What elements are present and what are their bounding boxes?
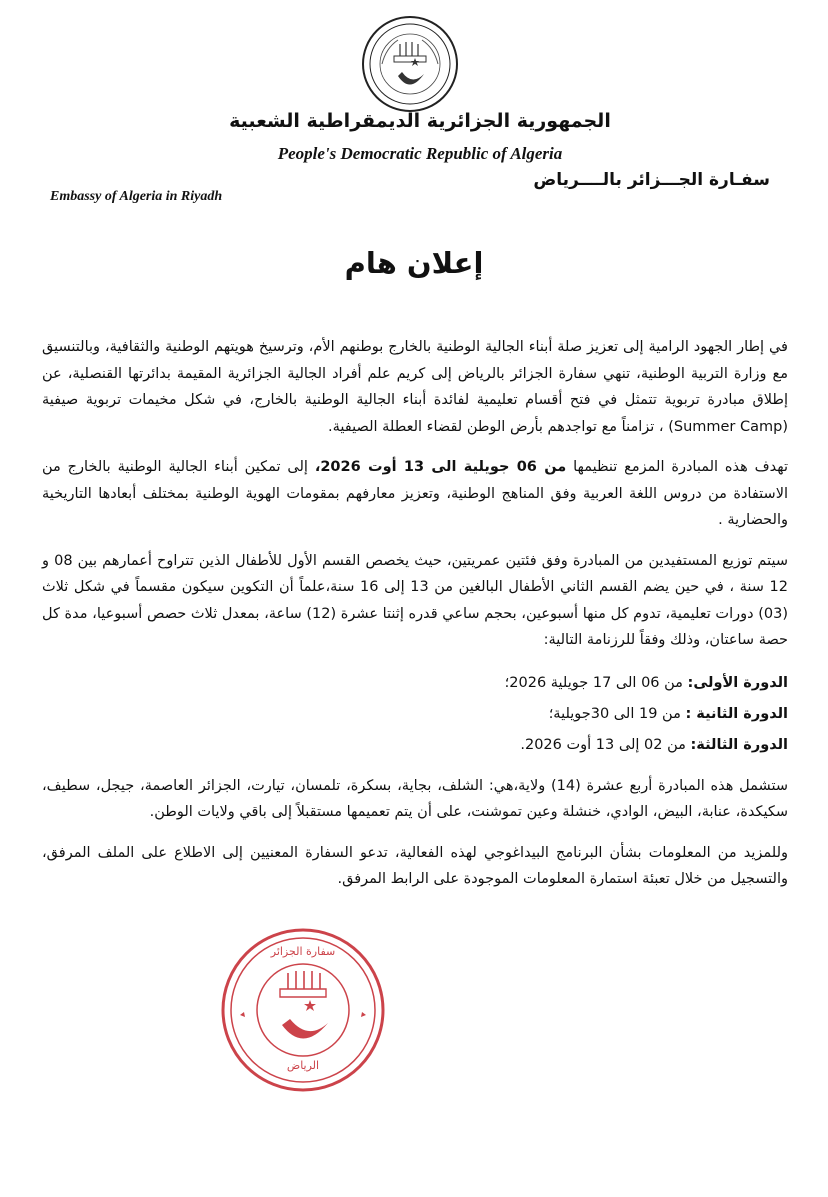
stamp-top-text: سفارة الجزائر (270, 945, 336, 958)
sessions-schedule (42, 668, 788, 761)
initiative-dates: من 06 جويلية الى 13 أوت 2026، (314, 459, 567, 475)
session-item: الدورة الثانية : من 19 الى 30جويلية؛ (548, 705, 788, 722)
embassy-stamp (218, 925, 388, 1095)
embassy-name-arabic: سفـارة الجـــزائر بالــــرياض (533, 170, 770, 190)
national-seal-emblem (360, 14, 460, 114)
session-item: الدورة الأولى: من 06 الى 17 جويلية 2026؛ (504, 674, 788, 691)
stamp-bottom-text: الرياض (286, 1059, 320, 1072)
paragraph-intro: في إطار الجهود الرامية إلى تعزيز صلة أبناء الجالية الوطنية بالخارج بوطنهم الأم، وترسيخ هويتهم الوطنية والثقافية، وبالتنسيق مع وزارة التربية الوطنية، تنهي سفارة الجزائر بالرياض إلى كريم علم أفراد الجالية الجزائرية المقيمة بدائرتها القنصلية، عن إطلاق مبادرة تربوية تتمثل في فتح أقسام تعليمية لفائدة أبناء الجالية الوطنية بالخارج، في شكل مخيمات تربوية صيفية (Summer Camp) ، تزامناً مع تواجدهم بأرض الوطن لقضاء العطلة الصيفية. (42, 339, 788, 435)
paragraph-distribution: سيتم توزيع المستفيدين من المبادرة وفق فئتين عمريتين، حيث يخصص القسم الأول للأطفال الذين تتراوح أعمارهم بين 08 و 12 سنة ، في حين يضم القسم الثاني الأطفال البالغين من 13 إلى 16 سنة،علماً أن التكوين سيكون مقسماً في شكل ثلاث (03) دورات تعليمية، تدوم كل منها أسبوعين، بحجم ساعي قدره إثنتا عشرة (12) ساعة، بمعدل ثلاث حصص أسبوعيا، مدة كل حصة ساعتان، وذلك وفقاً للرزنامة التالية: (42, 552, 788, 648)
republic-name-english: People's Democratic Republic of Algeria (277, 144, 563, 163)
seal-icon (360, 14, 460, 114)
session-item: الدورة الثالثة: من 02 إلى 13 أوت 2026. (520, 736, 788, 753)
summer-camp-term: (Summer Camp) (668, 418, 788, 435)
announcement-title: إعلان هام (344, 246, 484, 280)
paragraph-registration: وللمزيد من المعلومات بشأن البرنامج البيداغوجي لهذه الفعالية، تدعو السفارة المعنيين إلى الاطلاع على الملف المرفق، والتسجيل من خلال تعبئة استمارة المعلومات الموجودة على الرابط المرفق. (42, 844, 788, 887)
paragraph-provinces: ستشمل هذه المبادرة أربع عشرة (14) ولاية،هي: الشلف، بجاية، بسكرة، تلمسان، تيارت، الجزائر العاصمة، جيجل، سطيف، سكيكدة، عنابة، البيض، الوادي، خنشلة وعين تموشنت، على أن يتم تعميمها مستقبلاً إلى باقي ولايات الوطن. (42, 777, 789, 820)
paragraph-objective: تهدف هذه المبادرة المزمع تنظيمها من 06 جويلية الى 13 أوت 2026، إلى تمكين أبناء الجالية الوطنية بالخارج من الاستفادة من دروس اللغة العربية وفق المناهج الوطنية، وتعزيز معارفهم بمقومات الهوية الوطنية بمختلف أبعادها التاريخية والحضارية . (42, 459, 789, 528)
announcement-body (42, 334, 788, 907)
embassy-name-english: Embassy of Algeria in Riyadh (50, 189, 223, 204)
republic-name-arabic: الجمهورية الجزائرية الديمقراطية الشعبية (229, 110, 611, 132)
